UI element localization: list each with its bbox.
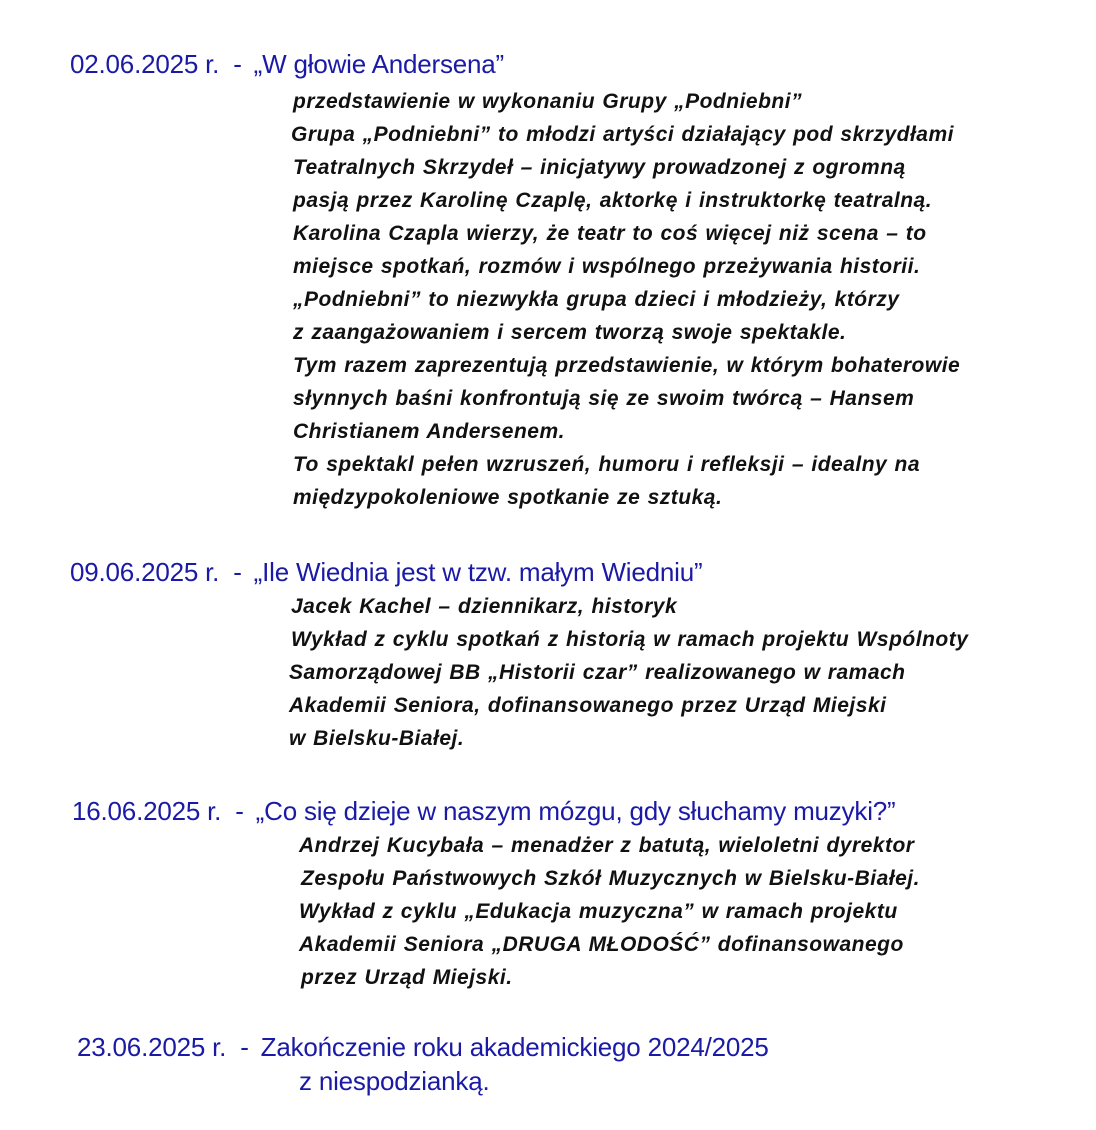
event-1-line: międzypokoleniowe spotkanie ze sztuką. — [293, 486, 723, 509]
event-separator: - — [233, 557, 242, 587]
event-3-line: Andrzej Kucybała – menadżer z batutą, wieloletni dyrektor — [299, 834, 915, 857]
event-date: 02.06.2025 r. — [70, 49, 220, 79]
event-date: 16.06.2025 r. — [72, 796, 222, 826]
event-3-line: przez Urząd Miejski. — [301, 966, 513, 989]
event-date: 09.06.2025 r. — [70, 557, 220, 587]
event-1-line: Grupa „Podniebni” to młodzi artyści działający pod skrzydłami — [291, 123, 954, 146]
event-2-line: Akademii Seniora, dofinansowanego przez Urząd Miejski — [289, 694, 887, 717]
event-3-line: Wykład z cyklu „Edukacja muzyczna” w ramach projektu — [299, 900, 898, 923]
event-separator: - — [235, 796, 244, 826]
event-separator: - — [240, 1032, 249, 1062]
event-separator: - — [233, 49, 242, 79]
event-1-line: przedstawienie w wykonaniu Grupy „Podniebni” — [293, 90, 803, 113]
event-1-line: słynnych baśni konfrontują się ze swoim twórcą – Hansem — [293, 387, 915, 410]
event-2-heading — [70, 557, 702, 587]
event-1-heading — [70, 49, 504, 79]
event-3-line: Zespołu Państwowych Szkół Muzycznych w Bielsku-Białej. — [301, 867, 920, 890]
event-1-line: Christianem Andersenem. — [293, 420, 565, 443]
event-1-line: Tym razem zaprezentują przedstawienie, w którym bohaterowie — [293, 354, 961, 377]
event-4-heading — [77, 1032, 769, 1062]
event-1-line: Teatralnych Skrzydeł – inicjatywy prowadzonej z ogromną — [293, 156, 906, 179]
event-title: Zakończenie roku akademickiego 2024/2025 — [260, 1032, 769, 1062]
event-title: „Ile Wiednia jest w tzw. małym Wiedniu” — [253, 557, 703, 587]
event-1-line: pasją przez Karolinę Czaplę, aktorkę i instruktorkę teatralną. — [293, 189, 933, 212]
event-1-line: Karolina Czapla wierzy, że teatr to coś więcej niż scena – to — [293, 222, 927, 245]
event-2-line: w Bielsku-Białej. — [289, 727, 465, 750]
event-3-line: Akademii Seniora „DRUGA MŁODOŚĆ” dofinansowanego — [299, 933, 904, 956]
event-2-line: Wykład z cyklu spotkań z historią w ramach projektu Wspólnoty — [291, 628, 969, 651]
event-1-line: „Podniebni” to niezwykła grupa dzieci i młodzieży, którzy — [293, 288, 900, 311]
event-4-line: z niespodzianką. — [299, 1066, 490, 1096]
event-1-line: miejsce spotkań, rozmów i wspólnego przeżywania historii. — [293, 255, 921, 278]
event-title: „Co się dzieje w naszym mózgu, gdy słuchamy muzyki?” — [255, 796, 896, 826]
event-title: „W głowie Andersena” — [253, 49, 505, 79]
event-2-line: Jacek Kachel – dziennikarz, historyk — [291, 595, 678, 618]
event-1-line: To spektakl pełen wzruszeń, humoru i refleksji – idealny na — [293, 453, 921, 476]
event-2-line: Samorządowej BB „Historii czar” realizowanego w ramach — [289, 661, 906, 684]
event-3-heading — [72, 796, 896, 826]
event-1-line: z zaangażowaniem i sercem tworzą swoje spektakle. — [293, 321, 847, 344]
event-date: 23.06.2025 r. — [77, 1032, 227, 1062]
